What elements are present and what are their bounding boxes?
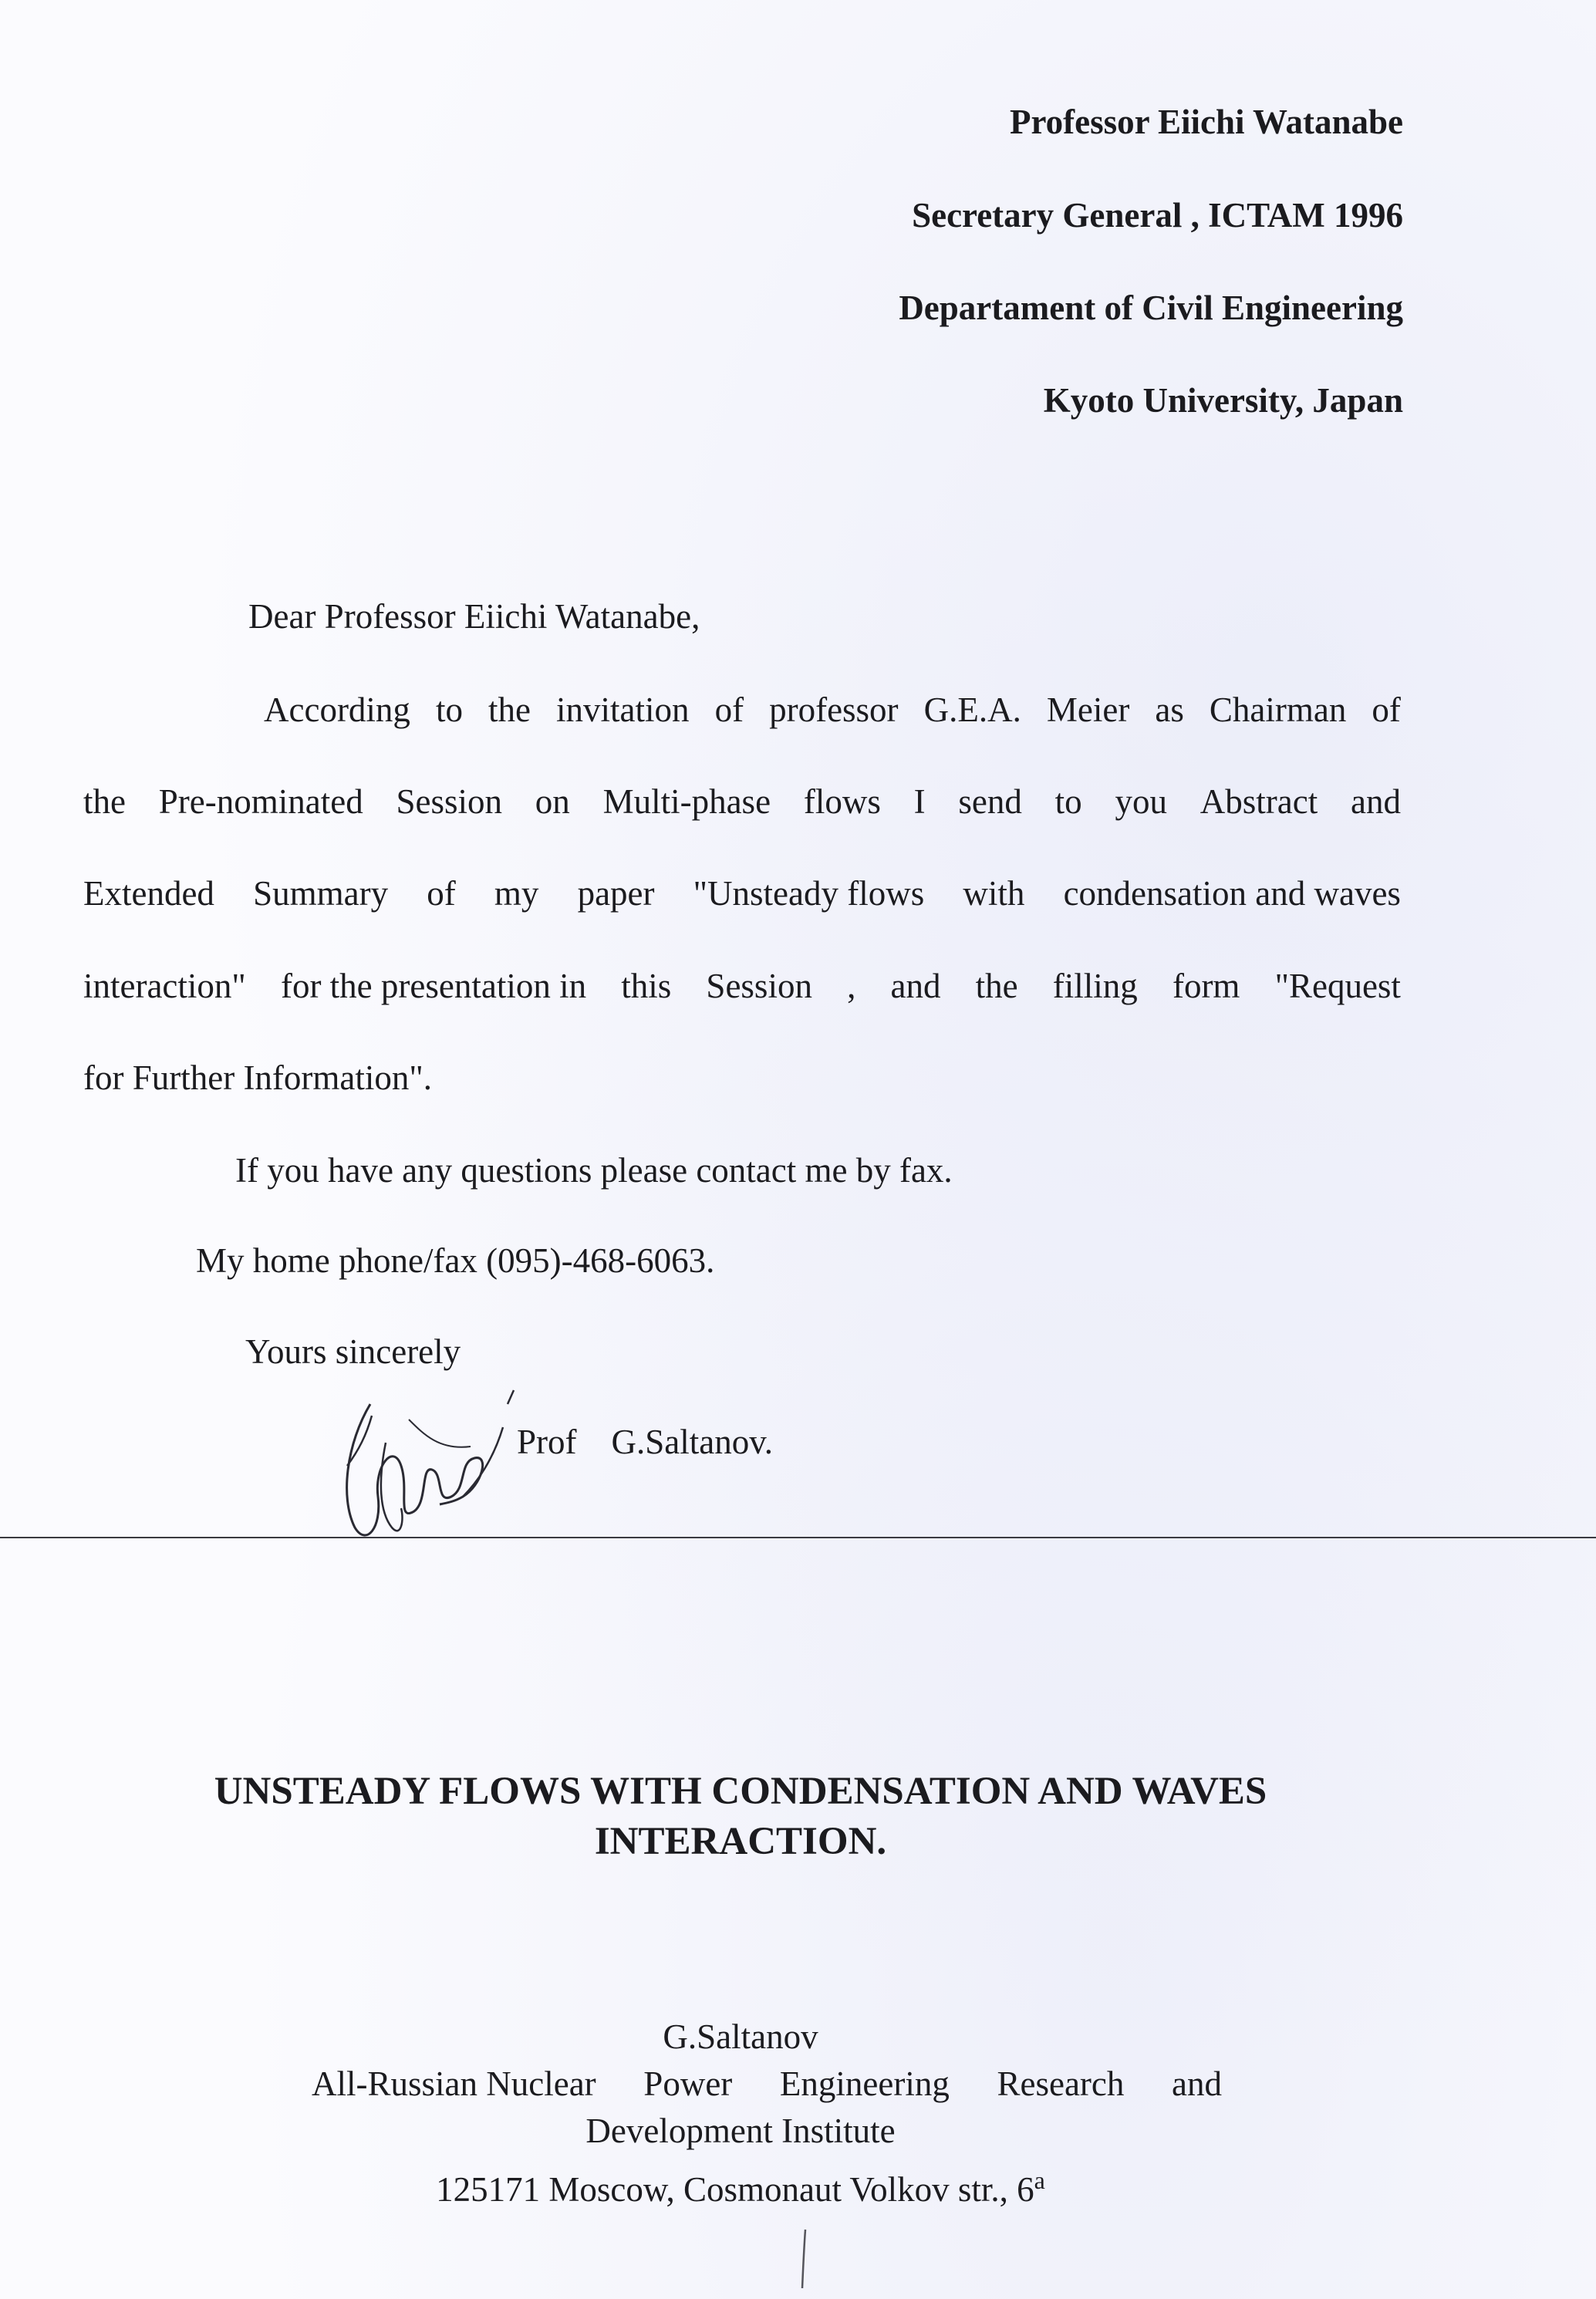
page-divider <box>0 1537 1596 1538</box>
word: condensation and waves <box>1063 874 1401 913</box>
word: Chairman <box>1209 690 1347 729</box>
word: of <box>1372 690 1401 729</box>
word: professor <box>769 690 899 729</box>
word: Extended <box>83 874 214 913</box>
word: Engineering <box>779 2064 950 2103</box>
signer-name <box>517 1422 773 1462</box>
word: paper <box>577 874 655 913</box>
word: I <box>913 782 926 821</box>
word: Session <box>396 782 503 821</box>
abstract-title-line-2: INTERACTION. <box>594 1820 887 1863</box>
word: According <box>264 690 410 729</box>
abstract-title-line-1: UNSTEADY FLOWS WITH CONDENSATION AND WAVES <box>214 1770 1267 1813</box>
word: Multi-phase <box>602 782 771 821</box>
word: Research <box>997 2064 1125 2103</box>
word: Session <box>706 967 812 1005</box>
pen-mark <box>801 2228 807 2290</box>
word: form <box>1172 967 1240 1005</box>
affiliation-line-2: Development Institute <box>585 2112 896 2150</box>
author-name: G.Saltanov <box>663 2017 818 2056</box>
word: and <box>890 967 941 1005</box>
word: with <box>963 874 1025 913</box>
word: the <box>975 967 1018 1005</box>
recipient-name: Professor Eiichi Watanabe <box>1009 103 1403 141</box>
word: send <box>958 782 1022 821</box>
word: of <box>714 690 744 729</box>
word: , <box>847 967 856 1005</box>
word: Power <box>643 2064 733 2103</box>
salutation: Dear Professor Eiichi Watanabe, <box>248 597 700 636</box>
word: Pre-nominated <box>158 782 363 821</box>
word: for the presentation in <box>280 967 587 1005</box>
paragraph-line-4 <box>83 966 1401 1006</box>
word: filling <box>1052 967 1138 1005</box>
word: G.E.A. <box>923 690 1021 729</box>
address-line <box>77 2166 1404 2210</box>
word: "Request <box>1274 967 1401 1005</box>
recipient-university: Kyoto University, Japan <box>1043 381 1403 420</box>
word: to <box>1054 782 1082 821</box>
paragraph-line-2 <box>83 782 1401 822</box>
contact-line: If you have any questions please contact me by fax. <box>235 1151 953 1190</box>
paragraph-line-1 <box>264 690 1401 730</box>
word: of <box>427 874 456 913</box>
word: as <box>1155 690 1184 729</box>
closing: Yours sincerely <box>245 1332 461 1371</box>
phone-line: My home phone/fax (095)-468-6063. <box>196 1241 715 1280</box>
word: Summary <box>253 874 389 913</box>
word: the <box>488 690 531 729</box>
word: flows <box>803 782 881 821</box>
address-superscript: a <box>1034 2166 1045 2194</box>
word: and <box>1350 782 1401 821</box>
word: interaction" <box>83 967 246 1005</box>
word: on <box>535 782 570 821</box>
signer-text: Prof G.Saltanov. <box>517 1423 774 1461</box>
signature-image <box>324 1373 525 1551</box>
affiliation-line-1 <box>312 2064 1222 2104</box>
word: "Unsteady flows <box>693 874 925 913</box>
paragraph-line-3 <box>83 873 1401 913</box>
paragraph-line-5: for Further Information". <box>83 1058 432 1097</box>
address-text: 125171 Moscow, Cosmonaut Volkov str., 6 <box>436 2170 1034 2209</box>
word: the <box>83 782 126 821</box>
word: this <box>621 967 672 1005</box>
word: All-Russian Nuclear <box>312 2064 596 2103</box>
word: and <box>1172 2064 1222 2103</box>
word: to <box>435 690 463 729</box>
word: invitation <box>556 690 690 729</box>
word: Meier <box>1046 690 1130 729</box>
recipient-department: Departament of Civil Engineering <box>899 289 1403 327</box>
recipient-position: Secretary General , ICTAM 1996 <box>912 196 1403 235</box>
word: my <box>494 874 539 913</box>
word: Abstract <box>1200 782 1318 821</box>
word: you <box>1115 782 1167 821</box>
